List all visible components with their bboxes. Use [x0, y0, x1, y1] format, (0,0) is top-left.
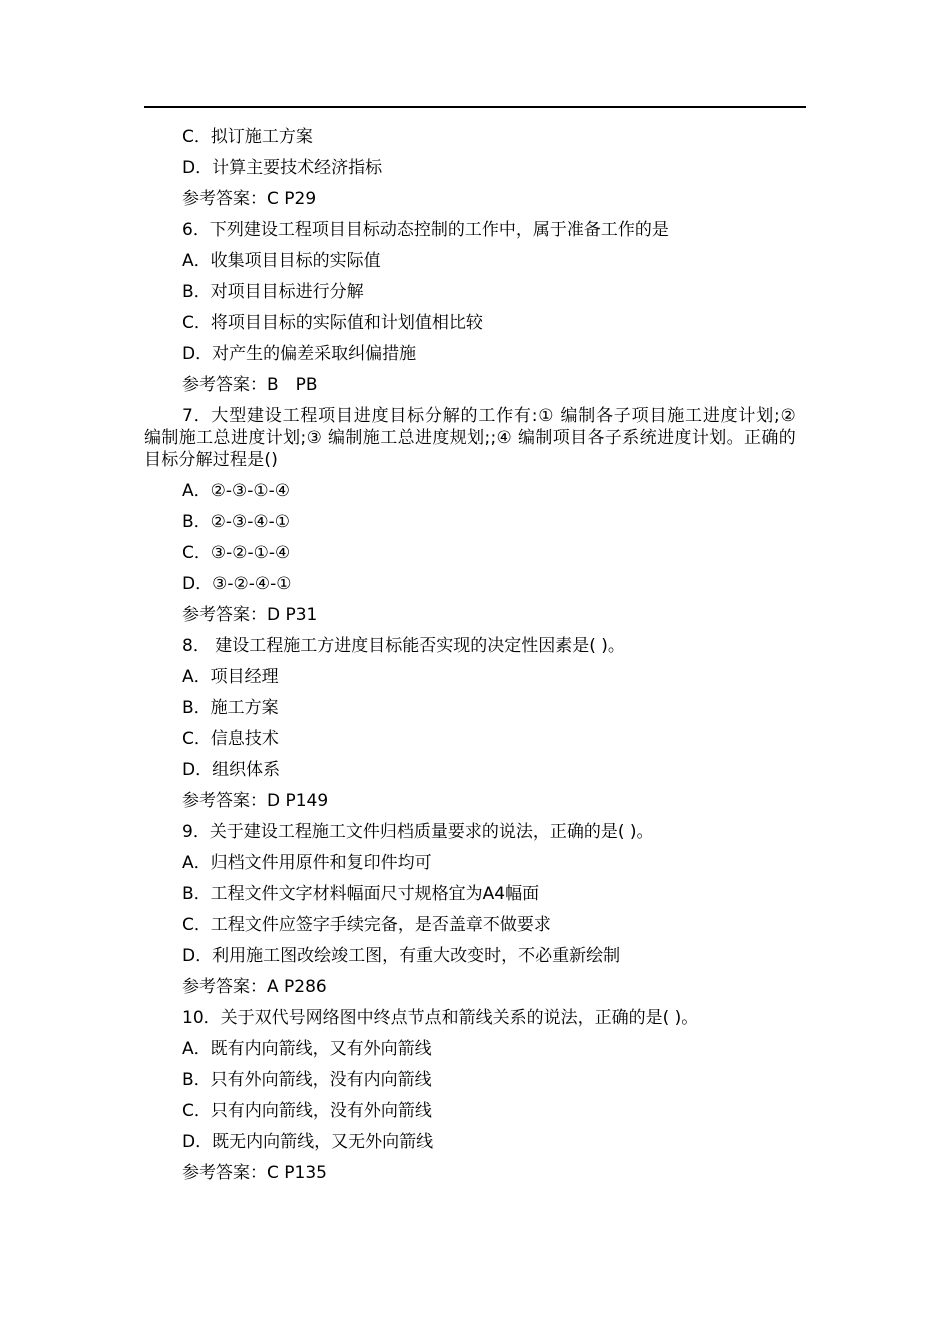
option-line: A．归档文件用原件和复印件均可 — [182, 853, 432, 873]
option-line: C．将项目目标的实际值和计划值相比较 — [182, 313, 483, 333]
document-body — [144, 122, 796, 1189]
option-line: D．计算主要技术经济指标 — [182, 158, 383, 178]
question-line: 8． 建设工程施工方进度目标能否实现的决定性因素是( )。 — [182, 636, 625, 656]
answer-line: 参考答案：D P149 — [182, 791, 329, 811]
option-line: A．项目经理 — [182, 667, 279, 687]
option-line: B．②-③-④-① — [182, 512, 291, 532]
answer-line: 参考答案：A P286 — [182, 977, 327, 997]
option-line: C．信息技术 — [182, 729, 279, 749]
option-line: D．既无内向箭线，又无外向箭线 — [182, 1132, 434, 1152]
option-line: D．利用施工图改绘竣工图，有重大改变时，不必重新绘制 — [182, 946, 621, 966]
option-line: A．既有内向箭线，又有外向箭线 — [182, 1039, 432, 1059]
answer-line: 参考答案：B PB — [182, 375, 318, 395]
option-line: B．工程文件文字材料幅面尺寸规格宜为A4幅面 — [182, 884, 540, 904]
question-line: 6．下列建设工程项目目标动态控制的工作中，属于准备工作的是 — [182, 220, 669, 240]
header-rule — [144, 106, 806, 108]
option-line: B．只有外向箭线，没有内向箭线 — [182, 1070, 432, 1090]
option-line: D．③-②-④-① — [182, 574, 292, 594]
option-line: A．收集项目目标的实际值 — [182, 251, 381, 271]
answer-line: 参考答案：C P135 — [182, 1163, 327, 1183]
option-line: A．②-③-①-④ — [182, 481, 290, 501]
answer-line: 参考答案：C P29 — [182, 189, 317, 209]
option-line: C．拟订施工方案 — [182, 127, 313, 147]
option-line: C．只有内向箭线，没有外向箭线 — [182, 1101, 432, 1121]
option-line: C．③-②-①-④ — [182, 543, 291, 563]
option-line: B．施工方案 — [182, 698, 279, 718]
answer-line: 参考答案：D P31 — [182, 605, 318, 625]
question-paragraph: 7．大型建设工程项目进度目标分解的工作有:① 编制各子项目施工进度计划;② 编制施工总进度计划;③ 编制施工总进度规划;;④ 编制项目各子系统进度计划。正确的目标分解过程是() — [144, 406, 796, 470]
option-line: C．工程文件应签字手续完备，是否盖章不做要求 — [182, 915, 551, 935]
option-line: B．对项目目标进行分解 — [182, 282, 364, 302]
question-line: 10．关于双代号网络图中终点节点和箭线关系的说法，正确的是( )。 — [182, 1008, 699, 1028]
question-line: 9．关于建设工程施工文件归档质量要求的说法，正确的是( )。 — [182, 822, 654, 842]
option-line: D．对产生的偏差采取纠偏措施 — [182, 344, 417, 364]
option-line: D．组织体系 — [182, 760, 281, 780]
